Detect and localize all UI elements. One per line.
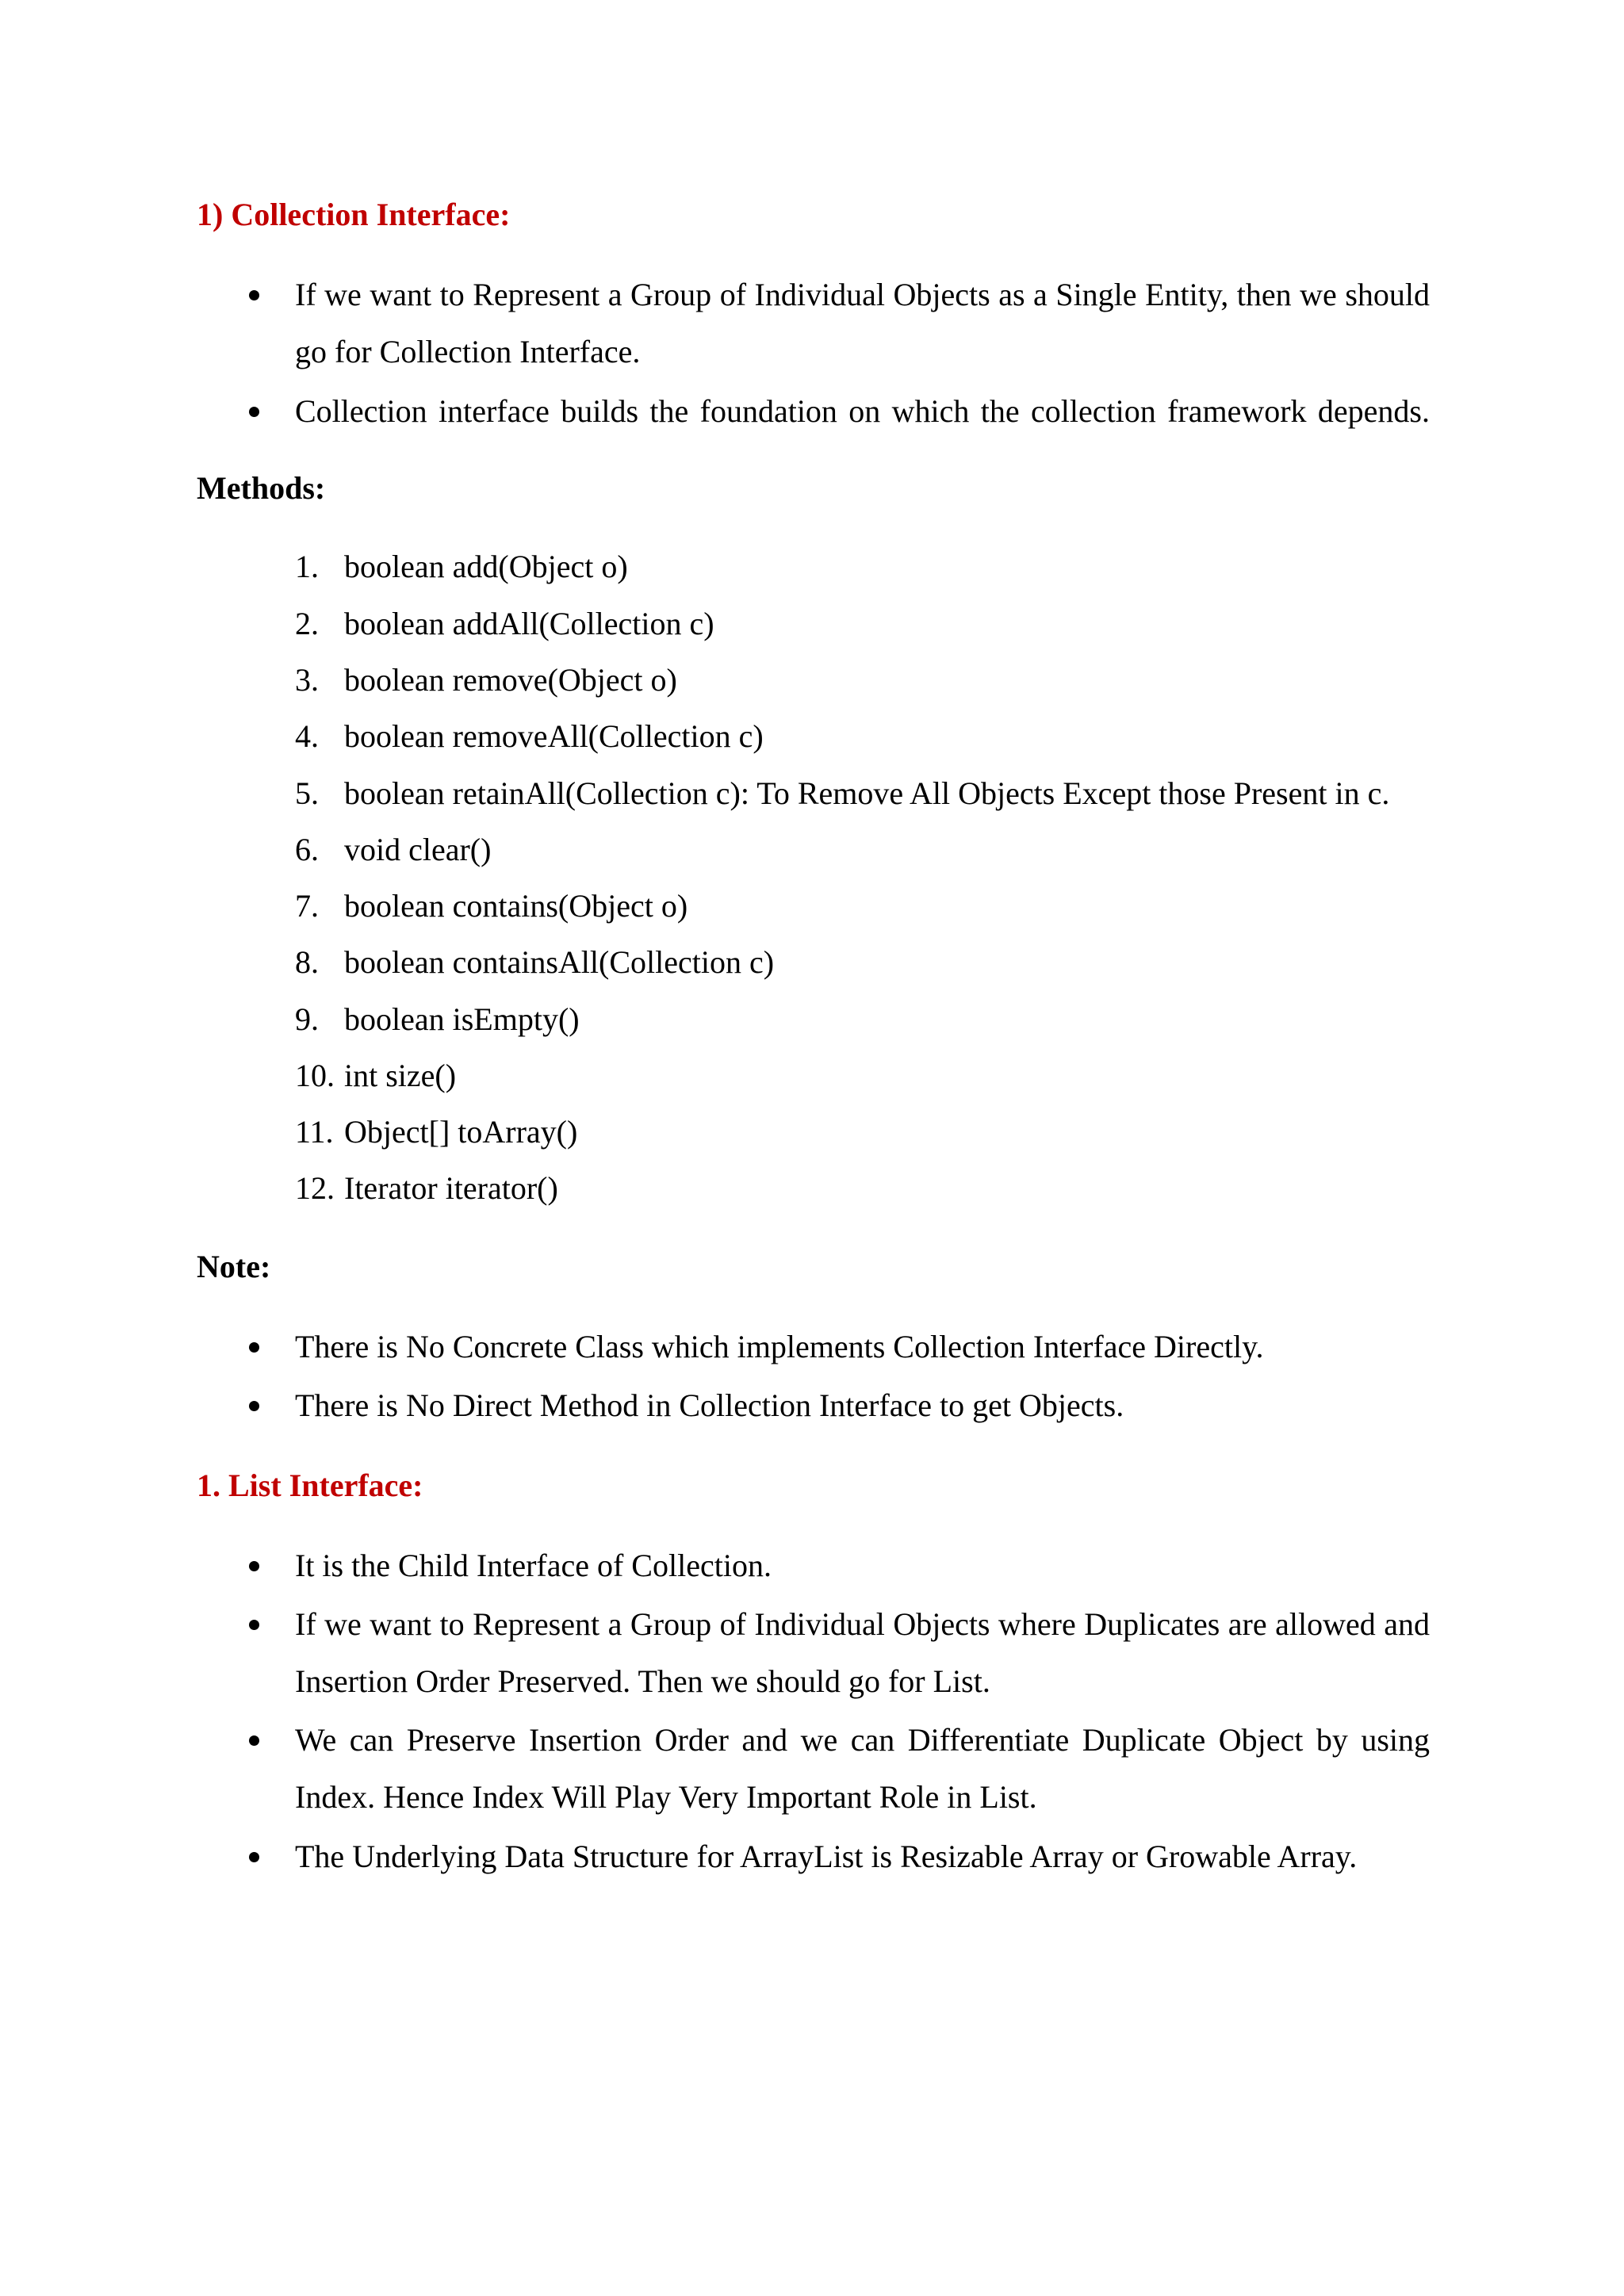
method-number: 5. (295, 775, 319, 811)
bullet-icon (244, 266, 276, 323)
method-text: boolean removeAll(Collection c) (344, 718, 764, 754)
method-text: boolean add(Object o) (344, 549, 628, 584)
method-item (295, 991, 580, 1048)
method-text: int size() (344, 1058, 457, 1093)
method-item (295, 708, 764, 765)
method-text: Iterator iterator() (344, 1170, 558, 1206)
section-heading-list-interface: 1. List Interface: (197, 1468, 423, 1503)
method-item (295, 652, 677, 709)
method-number: 10. (295, 1058, 335, 1093)
method-item (295, 538, 628, 595)
method-number: 1. (295, 549, 319, 584)
bullet-icon (244, 1377, 276, 1434)
method-item (295, 1047, 456, 1104)
list-item (244, 1537, 1430, 1594)
list-item (244, 1828, 1430, 1885)
method-item (295, 1160, 558, 1217)
bullet-text: We can Preserve Insertion Order and we can Differentiate Duplicate Object by using Index. Hence Index Will Play Very Important Role in List. (295, 1722, 1430, 1815)
bullet-icon (244, 1596, 276, 1653)
method-item (295, 878, 688, 935)
method-text: Object[] toArray() (344, 1114, 578, 1150)
method-number: 2. (295, 606, 319, 641)
method-item (295, 1104, 577, 1161)
method-text: boolean contains(Object o) (344, 888, 688, 924)
method-number: 11. (295, 1114, 334, 1150)
methods-heading: Methods: (197, 470, 326, 506)
bullet-text: There is No Direct Method in Collection Interface to get Objects. (295, 1387, 1124, 1423)
section-heading-collection-interface: 1) Collection Interface: (197, 197, 511, 232)
method-item (295, 595, 714, 652)
bullet-text: If we want to Represent a Group of Individual Objects where Duplicates are allowed and Insertion Order Preserved. Then we should go for List. (295, 1606, 1430, 1699)
bullet-text: There is No Concrete Class which implements Collection Interface Directly. (295, 1329, 1264, 1364)
method-text: void clear() (344, 832, 492, 867)
list-item (244, 383, 1430, 440)
bullet-icon (244, 383, 276, 440)
method-text: boolean addAll(Collection c) (344, 606, 714, 641)
list-item (244, 1596, 1430, 1710)
bullet-text: Collection interface builds the foundation on which the collection framework depends. (295, 393, 1430, 429)
method-text: boolean remove(Object o) (344, 662, 677, 698)
bullet-icon (244, 1537, 276, 1594)
note-heading: Note: (197, 1249, 271, 1284)
method-text: boolean isEmpty() (344, 1001, 580, 1037)
bullet-icon (244, 1712, 276, 1769)
list-item (244, 1377, 1430, 1434)
method-number: 6. (295, 832, 319, 867)
bullet-text: If we want to Represent a Group of Individual Objects as a Single Entity, then we should go for Collection Interface. (295, 277, 1430, 369)
method-number: 8. (295, 944, 319, 980)
method-text: boolean retainAll(Collection c): To Remove All Objects Except those Present in c. (344, 775, 1390, 811)
method-number: 3. (295, 662, 319, 698)
list-item (244, 266, 1430, 381)
method-number: 4. (295, 718, 319, 754)
method-item (295, 765, 1389, 822)
method-item (295, 934, 774, 991)
method-number: 7. (295, 888, 319, 924)
method-item (295, 821, 491, 878)
method-number: 12. (295, 1170, 335, 1206)
method-text: boolean containsAll(Collection c) (344, 944, 775, 980)
bullet-icon (244, 1828, 276, 1885)
list-item (244, 1712, 1430, 1826)
bullet-text: It is the Child Interface of Collection. (295, 1548, 772, 1583)
bullet-text: The Underlying Data Structure for ArrayList is Resizable Array or Growable Array. (295, 1839, 1358, 1874)
list-item (244, 1318, 1430, 1376)
bullet-icon (244, 1318, 276, 1376)
method-number: 9. (295, 1001, 319, 1037)
